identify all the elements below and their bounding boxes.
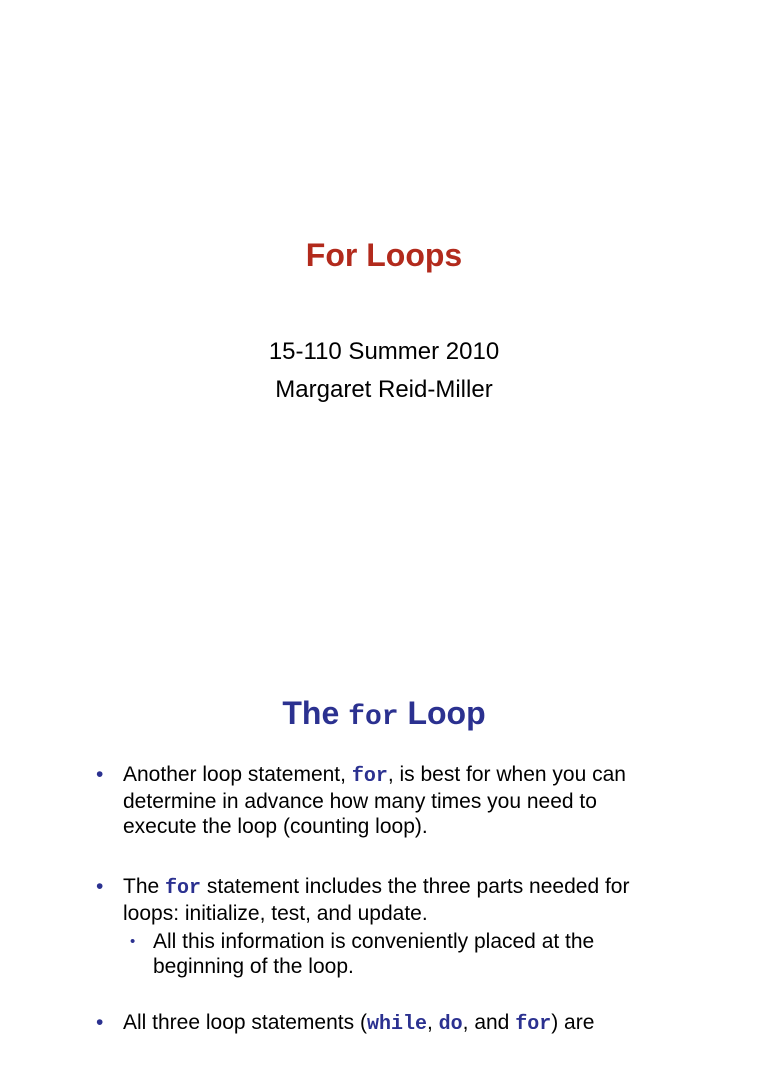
bullet-code: for xyxy=(515,1013,552,1036)
bullet-code: do xyxy=(438,1013,463,1036)
author-name: Margaret Reid-Miller xyxy=(275,376,493,403)
content-slide xyxy=(0,600,768,1036)
bullet-text-after: statement includes the three parts needed for loops: initialize, test, and update. xyxy=(123,875,630,925)
bullet-text-before: All three loop statements ( xyxy=(123,1011,367,1034)
bullet-list xyxy=(96,762,676,1072)
sub-bullet-list xyxy=(123,929,676,979)
slide-title: For Loops xyxy=(305,237,463,273)
title-suffix: Loop xyxy=(407,695,486,731)
bullet-text-mid: , and xyxy=(462,1011,516,1034)
bullet-code: for xyxy=(165,877,202,900)
bullet-dot-icon: • xyxy=(96,875,104,898)
sub-bullet-text: All this information is conveniently placed at the beginning of the loop. xyxy=(153,930,595,978)
bullet-code: while xyxy=(366,1013,427,1036)
bullet-text-mid: , xyxy=(426,1011,439,1034)
bullet-text-after: ) are xyxy=(551,1011,595,1034)
bullet-dot-icon: • xyxy=(96,763,104,786)
bullet-text-before: The xyxy=(123,875,166,898)
bullet-dot-icon: • xyxy=(96,1011,104,1034)
title-prefix: The xyxy=(282,695,340,731)
bullet-item xyxy=(96,762,676,839)
bullet-text-after: , is best for when you can determine in advance how many times you need to execute the loop (counting loop). xyxy=(123,763,626,838)
sub-bullet-item xyxy=(123,929,676,979)
bullet-item xyxy=(96,1010,676,1037)
bullet-text-before: Another loop statement, xyxy=(123,763,352,786)
content-slide-title xyxy=(0,692,768,739)
course-label: 15-110 Summer 2010 xyxy=(268,338,500,365)
sub-bullet-dot-icon: • xyxy=(130,933,136,950)
title-code: for xyxy=(348,702,399,733)
bullet-code: for xyxy=(351,765,388,788)
bullet-item xyxy=(96,874,676,979)
